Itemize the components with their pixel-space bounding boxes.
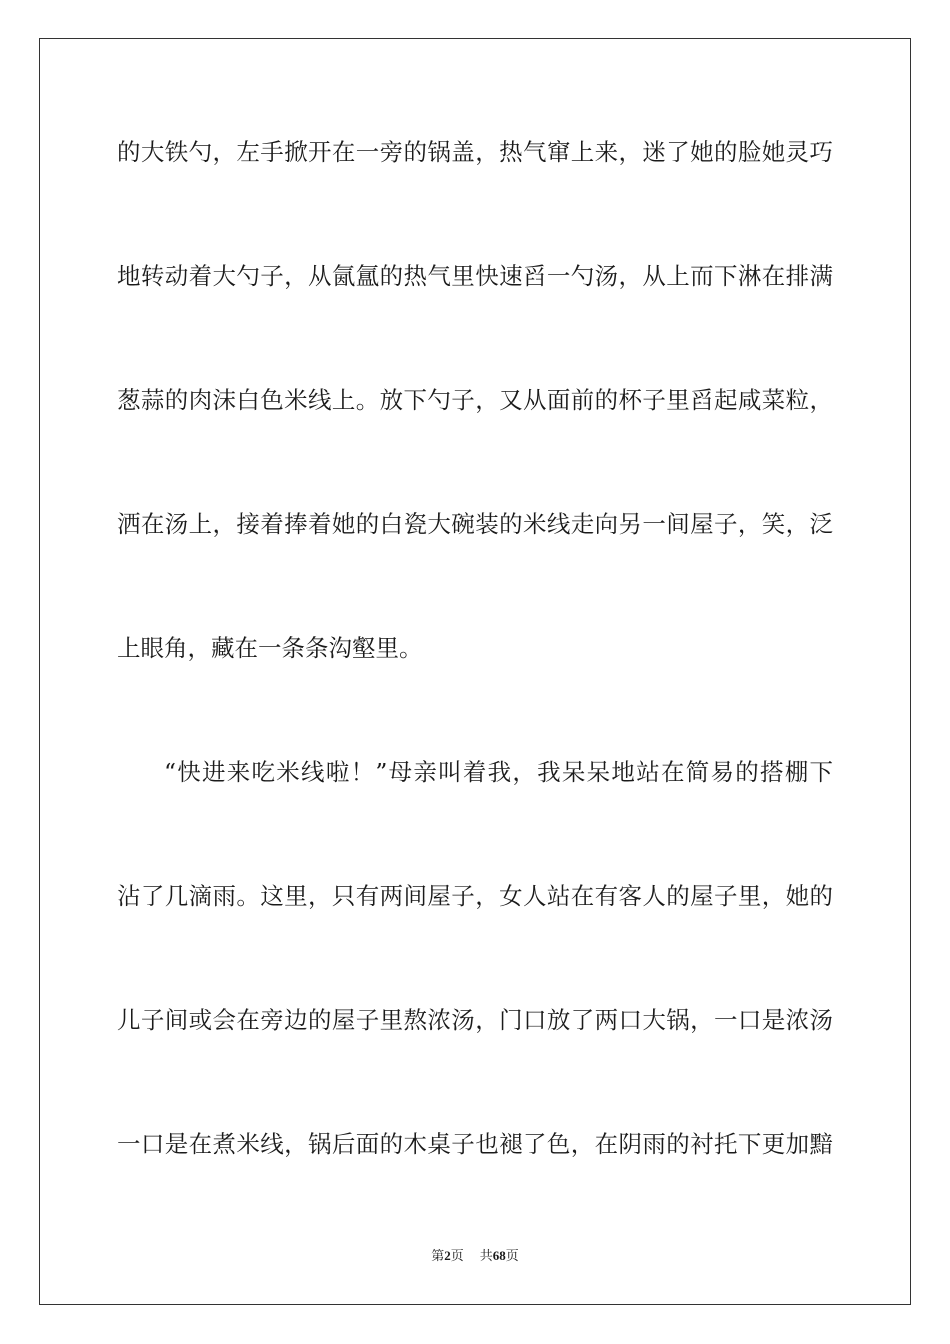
total-prefix: 共 xyxy=(479,1249,493,1264)
page-border xyxy=(39,38,911,1305)
page-suffix: 页 xyxy=(450,1249,464,1264)
text-line-8: 儿子间或会在旁边的屋子里熬浓汤，门口放了两口大锅，一口是浓汤 xyxy=(117,1006,833,1034)
text-line-3: 葱蒜的肉沫白色米线上。放下勺子，又从面前的杯子里舀起咸菜粒， xyxy=(117,386,833,414)
text-line-7: 沾了几滴雨。这里，只有两间屋子，女人站在有客人的屋子里，她的 xyxy=(117,882,833,910)
page-footer xyxy=(0,1247,950,1266)
total-suffix: 页 xyxy=(505,1249,519,1264)
page-number: 2 xyxy=(444,1248,451,1263)
text-line-5: 上眼角，藏在一条条沟壑里。 xyxy=(117,634,423,662)
text-line-4: 洒在汤上，接着捧着她的白瓷大碗装的米线走向另一间屋子，笑，泛 xyxy=(117,510,833,538)
text-line-1: 的大铁勺，左手掀开在一旁的锅盖，热气窜上来，迷了她的脸她灵巧 xyxy=(117,138,833,166)
text-line-9: 一口是在煮米线，锅后面的木桌子也褪了色，在阴雨的衬托下更加黯 xyxy=(117,1130,833,1158)
text-line-2: 地转动着大勺子，从氤氲的热气里快速舀一勺汤，从上而下淋在排满 xyxy=(117,262,833,290)
text-line-6: “快进来吃米线啦！”母亲叫着我，我呆呆地站在简易的搭棚下 xyxy=(164,758,833,786)
total-pages: 68 xyxy=(492,1248,506,1263)
page-prefix: 第 xyxy=(431,1249,445,1264)
